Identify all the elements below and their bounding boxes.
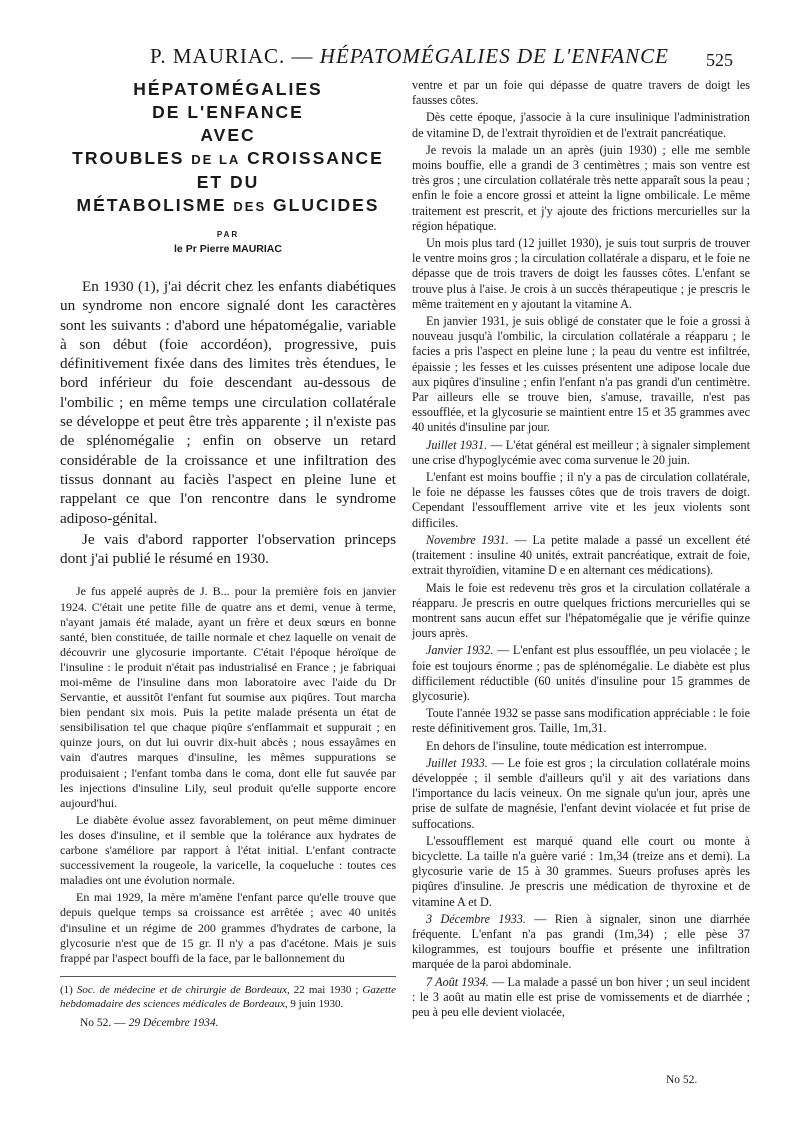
paragraph-text: Un mois plus tard (12 juillet 1930), je suis tout surpris de trouver le ventre moins gros ; la circulation collatérale a disparu, et le foie ne dépasse que de trois travers de doigt les fausses côtes. L'enfant se trouve plus à l'aise. Je crois à un succès thérapeutique ; je prescris le même traitement en y ajoutant la vitamine A. [412, 236, 750, 311]
body-paragraph [412, 110, 750, 140]
body-paragraph [412, 706, 750, 736]
entry-date: Juillet 1933. [426, 755, 488, 770]
title-line-6 [60, 194, 396, 218]
title-line-6-b: GLUCIDES [266, 195, 380, 215]
body-paragraph [412, 912, 750, 973]
intro-paragraph: En 1930 (1), j'ai décrit chez les enfants diabétiques un syndrome non encore signalé dont les caractères sont les suivants : d'abord une hépatomégalie, variable à son début (foie accordéon), progressive, puis définitivement fixée dans des limites très étendues, le bord inférieur du foie descendant au-dessous de l'ombilic ; en même temps une circulation collatérale se développe et peut être très apparente ; il n'existe pas de splénomégalie ; enfin on observe un retard considérable de la croissance et une infiltration des tissus donnant au faciès l'aspect en pleine lune et rappelant ce que l'on rencontre dans le syndrome adiposo-génital. [60, 278, 396, 527]
footnote-date-2: 9 juin 1930. [287, 997, 344, 1010]
intro-section [60, 277, 396, 568]
paragraph-text: En dehors de l'insuline, toute médication est interrompue. [426, 738, 707, 753]
case-report-right [412, 78, 750, 1020]
paragraph-text: — Le foie est gros ; la circulation collatérale moins développée ; il semble d'ailleurs qu'il y ait des variations dans l'importance du lacis veineux. On me signale qu'un jour, après une prise de sulfate de magnésie, l'enfant devint violacée et fut prise de suffocations. [412, 755, 750, 831]
issue-number: No 52. — [80, 1016, 129, 1029]
left-column [60, 78, 396, 1029]
entry-date: 3 Décembre 1933. [426, 911, 526, 926]
body-paragraph [412, 438, 750, 468]
author: le Pr Pierre MAURIAC [174, 243, 282, 255]
paragraph-text: Toute l'année 1932 se passe sans modification appréciable : le foie reste définitivement gros. Taille, 1m,31. [412, 706, 750, 736]
page-number: 525 [706, 50, 733, 70]
title-line-5: ET DU [196, 172, 260, 192]
running-title [150, 44, 669, 69]
title-line-6-small: DES [233, 199, 267, 214]
title-line-1: HÉPATOMÉGALIES [133, 79, 323, 99]
footnote-divider [60, 976, 396, 977]
title-line-4-small: DE LA [191, 152, 241, 167]
title-line-4-a: TROUBLES [72, 148, 192, 168]
paragraph-text: Je revois la malade un an après (juin 1930) ; elle me semble moins bouffie, elle a grandi de 3 centimètres ; mais son ventre est très gros ; une circulation collatérale très nette apparaît sous la peau ; enfin le foie a encore grossi et atteint la ligne ombilicale. Le même traitement est prescrit, et j'y ajoute des frictions mercurielles sur la région hépatique. [412, 142, 750, 233]
title-line-4-b: CROISSANCE [240, 148, 384, 168]
right-column [412, 78, 750, 1022]
paragraph-text: — L'enfant est plus essoufflée, un peu violacée ; le foie est toujours énorme ; pas de splénomégalie. Le diabète est plus difficilement réductible (60 unités d'insuline pour 15 grammes de glycosurie). [412, 643, 750, 703]
paragraph-text: — Rien à signaler, sinon une diarrhée fréquente. L'enfant n'a pas grandi (1m,34) ; elle pèse 37 kilogrammes, est toujours bouffie et présente une infiltration marquée de la paroi abdominale. [412, 911, 751, 972]
title-line-6-a: MÉTABOLISME [76, 195, 234, 215]
intro-paragraph: Je vais d'abord rapporter l'observation princeps dont j'ai publié le résumé en 1930. [60, 530, 396, 568]
entry-date: Juillet 1931. [426, 437, 488, 452]
paragraph-text: En janvier 1931, je suis obligé de constater que le foie a grossi à nouveau jusqu'à l'ombilic, la circulation collatérale a réapparu ; le facies a pris l'aspect en pleine lune ; la peau du ventre est infiltrée, épaissie ; les fesses et les cuisses présentent une adipose locale due aux piqûres d'insuline ; enfin l'enfant n'a pas grandi d'un centimètre. Par ailleurs elle se trouve bien, s'amuse, travaille, n'est pas essoufflée, et la glycosurie se maintient entre 15 et 35 grammes avec 40 unités d'insuline par jour. [412, 314, 750, 435]
case-report-left [60, 584, 396, 965]
body-paragraph [412, 581, 750, 642]
by-label: PAR [216, 230, 240, 239]
body-paragraph [412, 78, 750, 108]
footnote-source-1: Soc. de médecine et de chirurgie de Bordeaux, [76, 983, 290, 996]
body-paragraph [412, 470, 750, 531]
body-paragraph: Le diabète évolue assez favorablement, on peut même diminuer les doses d'insuline, et il semble que la tolérance aux hydrates de carbone s'améliore par rapport à l'état initial. L'enfant contracte successivement la rougeole, la varicelle, la coqueluche : toutes ces maladies ont une évolution normale. [60, 812, 396, 888]
paragraph-text: L'essoufflement est marqué quand elle court ou monte à bicyclette. La taille n'a guère varié : 1m,34 (treize ans et demi). La glycosurie varie de 15 à 30 grammes. Sueurs profuses après les piqûres d'insuline. Je prescris une médication de thyroxine et de vitamine A et D. [412, 833, 750, 909]
body-paragraph [412, 975, 750, 1021]
paragraph-text: — L'état général est meilleur ; à signaler simplement une crise d'hypoglycémie avec coma survenue le 20 juin. [412, 437, 750, 467]
paragraph-text: — La petite malade a passé un excellent été (traitement : insuline 40 unités, extrait pancréatique, extrait de foie, extrait thyroïdien, vitamine D e en alternant ces médications). [412, 532, 751, 578]
body-paragraph [412, 533, 750, 579]
entry-date: 7 Août 1934. [426, 974, 489, 989]
running-title-author: P. MAURIAC. — [150, 44, 320, 68]
title-line-2: DE L'ENFANCE [152, 102, 304, 122]
title-line-4 [60, 147, 396, 171]
paragraph-text: Dès cette époque, j'associe à la cure insulinique l'administration de vitamine D, de l'extrait thyroïdien et de l'extrait pancréatique. [412, 110, 750, 140]
body-paragraph: Je fus appelé auprès de J. B... pour la première fois en janvier 1924. C'était une petite fille de quatre ans et demi, venue à terme, n'ayant jamais été malade, ayant un frère et deux sœurs en bonne santé, bien constituée, de taille normale et chez laquelle on venait de découvrir une glycosurie importante. C'était l'époque héroïque de l'insuline : le produit n'était pas industrialisé en France ; je fabriquai moi-même de l'insuline dans mon laboratoire avec l'aide du Dr Servantie, et aussitôt l'enfant fut soumise aux piqûres. Tout marcha bien pendant six mois. Puis la petite malade présenta un état de sensibilisation tel que chaque piqûre s'enflammait et suppurait ; en quinze jours, on dut lui ouvrir dix-huit abcès ; nous essayâmes en vain d'autres marques d'insuline, les mêmes suppurations se produisaient ; l'enfant tomba dans le coma, dont elle fut sauvée par les injections d'insuline Lily, seul produit qu'elle supporte encore aujourd'hui. [60, 584, 396, 810]
body-paragraph [412, 143, 750, 234]
body-paragraph [412, 236, 750, 312]
paragraph-text: Mais le foie est redevenu très gros et la circulation collatérale a réapparu. Je prescris en outre quelques frictions mercurielles qui se montrent sans aucun effet sur l'hépatomégalie que je vérifie quinze jours après. [412, 580, 750, 641]
entry-date: Novembre 1931. [426, 532, 509, 547]
body-paragraph [412, 643, 750, 704]
paragraph-text: — La malade a passé un bon hiver ; un seul incident : le 3 août au matin elle est prise de vomissements et de diarrhée ; peu à peu elle devient violacée, [412, 974, 750, 1019]
title-line-3: AVEC [200, 125, 256, 145]
body-paragraph: En mai 1929, la mère m'amène l'enfant parce qu'elle trouve que depuis quelque temps sa croissance est arrêtée ; avec 40 unités d'insuline et un régime de 200 grammes d'hydrates de carbone, la glycosurie n'est que de 15 gr. Il n'y a pas d'acétone. Mais je suis frappé par l'aspect bouffi de la face, par le ballonnement du [60, 890, 396, 965]
body-paragraph [412, 756, 750, 832]
footnote-source-2: Gazette hebdomadaire des sciences médicales de Bordeaux, [60, 983, 396, 1010]
body-paragraph [412, 739, 750, 754]
footnote-marker: (1) [60, 983, 77, 996]
article-title [60, 78, 396, 218]
footnote-date-1: 22 mai 1930 ; [289, 983, 363, 996]
issue-line-left [80, 1017, 396, 1029]
body-paragraph [412, 314, 750, 436]
entry-date: Janvier 1932. [426, 643, 494, 658]
issue-line-right: No 52. [666, 1074, 698, 1086]
footnote [60, 983, 396, 1011]
body-paragraph [412, 834, 750, 910]
paragraph-text: L'enfant est moins bouffie ; il n'y a pas de circulation collatérale, le foie ne dépasse les fausses côtes que de trois travers de doigt. Cependant l'essoufflement arrive vite et les jeux violents sont difficiles. [412, 470, 750, 530]
running-title-topic: HÉPATOMÉGALIES DE L'ENFANCE [319, 44, 670, 68]
running-head [0, 44, 800, 74]
issue-date: 29 Décembre 1934. [128, 1016, 219, 1029]
paragraph-text: ventre et par un foie qui dépasse de quatre travers de doigt les fausses côtes. [412, 78, 750, 108]
